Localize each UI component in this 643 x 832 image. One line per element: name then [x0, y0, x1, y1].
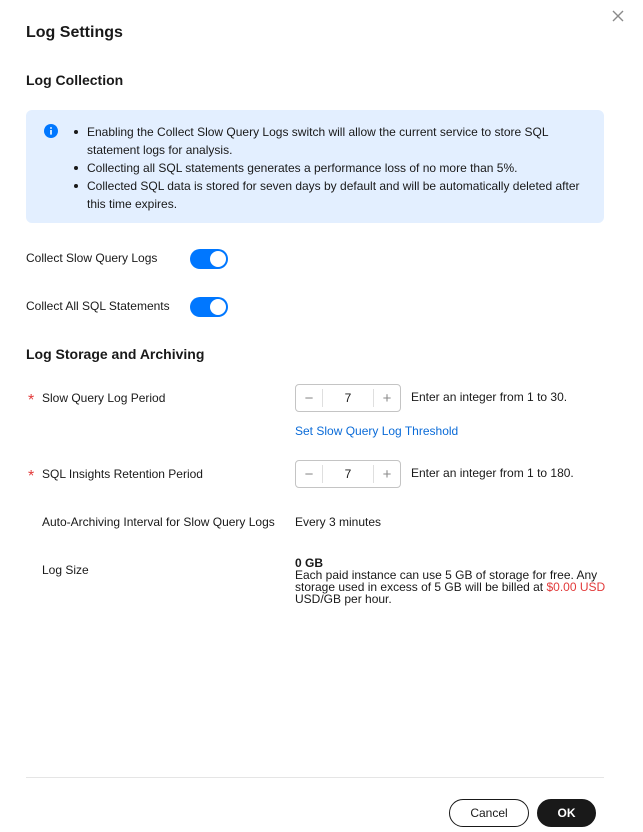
collect-slow-query-logs-label: Collect Slow Query Logs — [26, 251, 158, 265]
archiving-interval-label: Auto-Archiving Interval for Slow Query Logs — [42, 515, 275, 529]
insights-retention-hint: Enter an integer from 1 to 180. — [411, 466, 574, 480]
decrement-button[interactable]: − — [304, 389, 314, 407]
increment-button[interactable]: + — [382, 389, 392, 407]
ok-button[interactable]: OK — [537, 799, 596, 827]
required-marker: * — [28, 468, 35, 485]
info-note: Collecting all SQL statements generates a performance loss of no more than 5%. — [74, 159, 594, 177]
set-slow-query-threshold-link[interactable]: Set Slow Query Log Threshold — [295, 424, 459, 438]
footer-divider — [26, 777, 604, 778]
archiving-interval-value: Every 3 minutes — [295, 515, 382, 529]
cancel-button[interactable]: Cancel — [449, 799, 529, 827]
info-note: Enabling the Collect Slow Query Logs switch will allow the current service to store SQL statement logs for analysis. — [74, 123, 594, 159]
close-icon[interactable] — [609, 7, 627, 25]
insights-retention-label: SQL Insights Retention Period — [42, 467, 203, 481]
collect-all-sql-label: Collect All SQL Statements — [26, 299, 170, 313]
log-size-description: Each paid instance can use 5 GB of storage for free. Any storage used in excess of 5 GB will be billed at — [295, 568, 598, 594]
log-size-value: 0 GB — [295, 556, 324, 570]
log-size-label: Log Size — [42, 563, 89, 577]
switch-knob — [210, 299, 226, 315]
collect-slow-query-logs-row — [26, 247, 326, 271]
info-note: Collected SQL data is stored for seven days by default and will be automatically deleted after this time expires. — [74, 177, 594, 213]
slow-query-period-input[interactable]: 7 — [322, 389, 374, 407]
collect-all-sql-row — [26, 295, 326, 319]
info-notes-list — [74, 123, 594, 213]
switch-knob — [210, 251, 226, 267]
slow-query-period-hint: Enter an integer from 1 to 30. — [411, 390, 568, 404]
required-marker: * — [28, 392, 35, 409]
insights-retention-input[interactable]: 7 — [322, 465, 374, 483]
log-size-unit-text: USD/GB per hour. — [295, 592, 392, 606]
info-notice — [26, 110, 604, 223]
decrement-button[interactable]: − — [304, 465, 314, 483]
slow-query-period-stepper — [295, 384, 401, 412]
info-icon — [44, 124, 58, 138]
insights-retention-stepper — [295, 460, 401, 488]
slow-query-period-label: Slow Query Log Period — [42, 391, 166, 405]
price-value: $0.00 USD — [546, 580, 606, 594]
dialog-title: Log Settings — [26, 24, 123, 41]
log-collection-heading: Log Collection — [26, 72, 124, 88]
collect-all-sql-switch[interactable] — [190, 297, 228, 317]
increment-button[interactable]: + — [382, 465, 392, 483]
collect-slow-query-logs-switch[interactable] — [190, 249, 228, 269]
log-size-info — [295, 557, 610, 605]
log-storage-heading: Log Storage and Archiving — [26, 346, 205, 362]
